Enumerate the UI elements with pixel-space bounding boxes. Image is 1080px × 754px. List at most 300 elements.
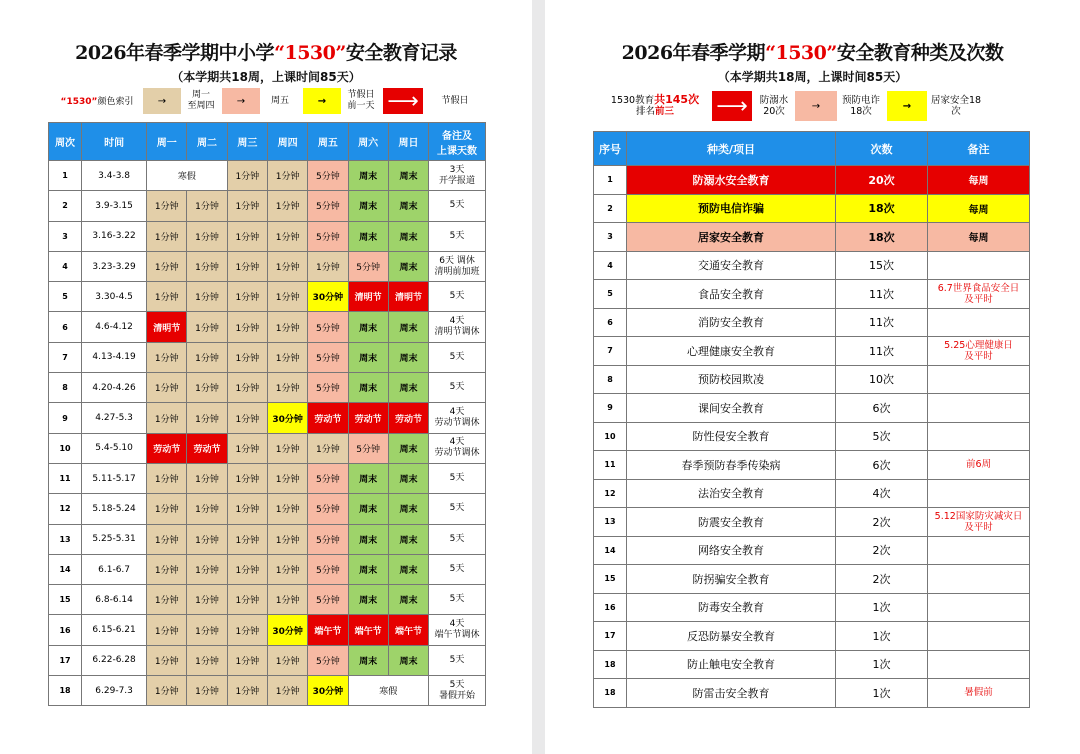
category-row (594, 337, 1030, 366)
schedule-header-cell: 备注及 上课天数 (429, 123, 486, 161)
week-number: 9 (49, 403, 82, 433)
week-number: 8 (49, 373, 82, 403)
week-number: 13 (49, 524, 82, 554)
week-number: 4 (49, 251, 82, 281)
category-number: 9 (594, 394, 627, 423)
day-cell: 1分钟 (227, 554, 267, 584)
category-count: 15次 (836, 251, 928, 280)
legend-total: 1530教育共145次 排名前三 (610, 92, 700, 117)
category-count: 1次 (836, 650, 928, 679)
week-date: 5.18-5.24 (82, 494, 147, 524)
week-note: 5天 (429, 191, 486, 221)
schedule-row (49, 645, 486, 675)
category-remark (928, 308, 1030, 337)
day-cell: 清明节 (348, 282, 388, 312)
legend-fraud: 预防电诈 18次 (841, 95, 880, 117)
category-name: 防性侵安全教育 (627, 422, 836, 451)
day-cell: 1分钟 (147, 645, 187, 675)
day-cell: 周末 (348, 221, 388, 251)
category-remark (928, 251, 1030, 280)
category-name: 课间安全教育 (627, 394, 836, 423)
day-cell: 1分钟 (187, 282, 227, 312)
day-cell: 1分钟 (267, 433, 307, 463)
legend-holiday: 节假日 (441, 95, 469, 106)
category-number: 4 (594, 251, 627, 280)
week-note: 4天 清明节调休 (429, 312, 486, 342)
week-date: 6.1-6.7 (82, 554, 147, 584)
day-cell: 1分钟 (187, 645, 227, 675)
day-cell: 1分钟 (147, 554, 187, 584)
category-remark (928, 365, 1030, 394)
category-row (594, 308, 1030, 337)
day-cell: 5分钟 (308, 494, 348, 524)
week-note: 6天 调休 清明前加班 (429, 251, 486, 281)
category-count: 2次 (836, 565, 928, 594)
week-note: 5天 (429, 585, 486, 615)
schedule-row (49, 403, 486, 433)
category-name: 预防电信诈骗 (627, 194, 836, 223)
day-cell: 劳动节 (388, 403, 428, 433)
day-cell: 周末 (388, 524, 428, 554)
left-page (0, 0, 532, 754)
day-cell: 5分钟 (308, 463, 348, 493)
day-cell: 5分钟 (308, 524, 348, 554)
day-cell: 1分钟 (227, 373, 267, 403)
category-number: 8 (594, 365, 627, 394)
day-cell: 5分钟 (308, 191, 348, 221)
day-cell: 1分钟 (147, 403, 187, 433)
day-cell: 30分钟 (267, 403, 307, 433)
day-cell: 1分钟 (267, 645, 307, 675)
day-cell: 1分钟 (187, 463, 227, 493)
legend-fri: 周五 (270, 95, 289, 106)
day-cell: 1分钟 (308, 433, 348, 463)
schedule-row (49, 615, 486, 645)
day-cell: 1分钟 (187, 676, 227, 706)
category-remark: 暑假前 (928, 679, 1030, 708)
category-remark: 5.12国家防灾减灾日 及平时 (928, 508, 1030, 537)
day-cell: 周末 (388, 251, 428, 281)
day-cell: 1分钟 (267, 373, 307, 403)
category-row (594, 422, 1030, 451)
day-cell: 周末 (388, 554, 428, 584)
week-note: 4天 劳动节调休 (429, 403, 486, 433)
category-remark (928, 650, 1030, 679)
day-cell: 1分钟 (147, 373, 187, 403)
day-cell: 周末 (348, 585, 388, 615)
category-number: 18 (594, 650, 627, 679)
day-cell: 周末 (388, 585, 428, 615)
category-name: 反恐防暴安全教育 (627, 622, 836, 651)
schedule-header-cell: 周一 (147, 123, 187, 161)
legend-red-arrow: ⟶ (712, 91, 752, 121)
day-cell: 5分钟 (308, 342, 348, 372)
week-note: 5天 (429, 282, 486, 312)
day-cell: 周末 (388, 191, 428, 221)
day-cell: 端午节 (388, 615, 428, 645)
category-remark: 前6周 (928, 451, 1030, 480)
category-remark: 每周 (928, 166, 1030, 195)
day-cell: 1分钟 (147, 251, 187, 281)
day-cell: 1分钟 (187, 494, 227, 524)
category-remark: 6.7世界食品安全日 及平时 (928, 280, 1030, 309)
week-number: 6 (49, 312, 82, 342)
schedule-row (49, 342, 486, 372)
week-note: 5天 (429, 342, 486, 372)
day-cell: 周末 (348, 645, 388, 675)
day-cell: 1分钟 (308, 251, 348, 281)
category-count: 1次 (836, 622, 928, 651)
week-number: 10 (49, 433, 82, 463)
category-number: 13 (594, 508, 627, 537)
week-number: 15 (49, 585, 82, 615)
category-name: 春季预防春季传染病 (627, 451, 836, 480)
category-remark: 每周 (928, 223, 1030, 252)
day-cell: 1分钟 (187, 221, 227, 251)
week-date: 5.25-5.31 (82, 524, 147, 554)
week-note: 3天 开学报道 (429, 161, 486, 191)
week-date: 4.6-4.12 (82, 312, 147, 342)
category-row (594, 223, 1030, 252)
day-cell: 劳动节 (348, 403, 388, 433)
schedule-row (49, 221, 486, 251)
right-subtitle: （本学期共18周，上课时间85天） (717, 70, 908, 84)
week-note: 5天 (429, 373, 486, 403)
schedule-row (49, 282, 486, 312)
day-cell: 5分钟 (308, 221, 348, 251)
day-cell: 1分钟 (267, 251, 307, 281)
day-cell: 1分钟 (267, 676, 307, 706)
legend-label: “1530” 颜色索引 (60, 96, 134, 107)
day-cell: 1分钟 (187, 312, 227, 342)
category-count: 10次 (836, 365, 928, 394)
category-row (594, 166, 1030, 195)
category-header-cell: 备注 (928, 132, 1030, 166)
category-name: 防拐骗安全教育 (627, 565, 836, 594)
day-cell: 1分钟 (187, 524, 227, 554)
day-cell: 1分钟 (147, 342, 187, 372)
category-row (594, 679, 1030, 708)
category-remark (928, 536, 1030, 565)
schedule-row (49, 554, 486, 584)
category-count: 18次 (836, 223, 928, 252)
category-count: 11次 (836, 337, 928, 366)
day-cell: 1分钟 (267, 342, 307, 372)
schedule-row (49, 463, 486, 493)
legend-swatch-pink: → (222, 88, 260, 114)
category-remark: 每周 (928, 194, 1030, 223)
day-cell: 周末 (348, 463, 388, 493)
schedule-header-cell: 周四 (267, 123, 307, 161)
schedule-header-row (49, 123, 486, 161)
day-cell: 1分钟 (227, 494, 267, 524)
category-header-row (594, 132, 1030, 166)
day-cell: 30分钟 (308, 676, 348, 706)
category-number: 6 (594, 308, 627, 337)
category-header-cell: 种类/项目 (627, 132, 836, 166)
day-cell: 周末 (388, 463, 428, 493)
day-cell: 1分钟 (267, 494, 307, 524)
week-note: 4天 劳动节调休 (429, 433, 486, 463)
day-cell: 1分钟 (187, 191, 227, 221)
day-cell: 5分钟 (308, 585, 348, 615)
day-cell: 1分钟 (267, 191, 307, 221)
schedule-row (49, 312, 486, 342)
week-date: 5.4-5.10 (82, 433, 147, 463)
right-title: 2026年春季学期“1530”安全教育种类及次数 (621, 42, 1004, 64)
schedule-row (49, 585, 486, 615)
week-note: 4天 端午节调休 (429, 615, 486, 645)
category-name: 防雷击安全教育 (627, 679, 836, 708)
category-table (593, 131, 1030, 708)
category-name: 防止触电安全教育 (627, 650, 836, 679)
week-date: 6.8-6.14 (82, 585, 147, 615)
day-cell: 1分钟 (147, 221, 187, 251)
day-cell: 1分钟 (187, 585, 227, 615)
week-note: 5天 (429, 524, 486, 554)
day-cell: 5分钟 (308, 161, 348, 191)
category-row (594, 251, 1030, 280)
category-row (594, 593, 1030, 622)
category-name: 防震安全教育 (627, 508, 836, 537)
category-row (594, 365, 1030, 394)
day-cell: 5分钟 (348, 433, 388, 463)
category-number: 16 (594, 593, 627, 622)
week-note: 5天 (429, 554, 486, 584)
day-cell: 1分钟 (227, 191, 267, 221)
category-count: 11次 (836, 280, 928, 309)
day-cell: 1分钟 (267, 463, 307, 493)
week-number: 12 (49, 494, 82, 524)
category-row (594, 451, 1030, 480)
left-title: 2026年春季学期中小学“1530”安全教育记录 (75, 42, 457, 64)
schedule-row (49, 191, 486, 221)
day-cell: 1分钟 (147, 676, 187, 706)
day-cell: 周末 (348, 554, 388, 584)
category-count: 1次 (836, 679, 928, 708)
category-remark (928, 422, 1030, 451)
day-cell: 1分钟 (227, 403, 267, 433)
category-header-cell: 次数 (836, 132, 928, 166)
day-cell: 1分钟 (187, 615, 227, 645)
category-count: 20次 (836, 166, 928, 195)
category-header-cell: 序号 (594, 132, 627, 166)
day-cell: 5分钟 (308, 373, 348, 403)
category-name: 居家安全教育 (627, 223, 836, 252)
week-date: 3.4-3.8 (82, 161, 147, 191)
category-remark (928, 593, 1030, 622)
category-count: 4次 (836, 479, 928, 508)
day-cell: 周末 (348, 312, 388, 342)
day-cell: 1分钟 (227, 645, 267, 675)
day-cell: 1分钟 (227, 676, 267, 706)
legend-home: 居家安全18 次 (930, 95, 982, 117)
category-name: 预防校园欺凌 (627, 365, 836, 394)
category-name: 防溺水安全教育 (627, 166, 836, 195)
category-row (594, 479, 1030, 508)
day-cell: 1分钟 (187, 251, 227, 281)
day-cell: 5分钟 (348, 251, 388, 281)
category-number: 14 (594, 536, 627, 565)
week-date: 6.15-6.21 (82, 615, 147, 645)
category-row (594, 650, 1030, 679)
category-count: 6次 (836, 451, 928, 480)
week-date: 6.22-6.28 (82, 645, 147, 675)
category-number: 1 (594, 166, 627, 195)
day-cell: 周末 (388, 433, 428, 463)
category-name: 法治安全教育 (627, 479, 836, 508)
category-count: 11次 (836, 308, 928, 337)
week-date: 5.11-5.17 (82, 463, 147, 493)
legend-swatch-tan: → (143, 88, 181, 114)
day-cell: 1分钟 (267, 161, 307, 191)
week-number: 5 (49, 282, 82, 312)
day-cell: 周末 (388, 221, 428, 251)
week-note: 5天 (429, 463, 486, 493)
category-count: 2次 (836, 536, 928, 565)
legend-holiday-eve: 节假日 前一天 (347, 90, 375, 111)
schedule-header-cell: 周次 (49, 123, 82, 161)
day-cell: 1分钟 (227, 463, 267, 493)
day-cell: 1分钟 (187, 554, 227, 584)
week-note: 5天 (429, 645, 486, 675)
vacation-cell: 寒假 (348, 676, 429, 706)
week-note: 5天 暑假开始 (429, 676, 486, 706)
category-number: 10 (594, 422, 627, 451)
day-cell: 周末 (388, 161, 428, 191)
category-number: 11 (594, 451, 627, 480)
day-cell: 1分钟 (267, 221, 307, 251)
day-cell: 1分钟 (147, 463, 187, 493)
category-count: 2次 (836, 508, 928, 537)
day-cell: 1分钟 (147, 282, 187, 312)
category-count: 6次 (836, 394, 928, 423)
schedule-row (49, 373, 486, 403)
day-cell: 周末 (388, 645, 428, 675)
day-cell: 清明节 (147, 312, 187, 342)
legend-yellow-swatch: → (887, 91, 927, 121)
day-cell: 周末 (348, 191, 388, 221)
day-cell: 1分钟 (227, 221, 267, 251)
day-cell: 1分钟 (227, 312, 267, 342)
category-remark (928, 622, 1030, 651)
day-cell: 1分钟 (227, 433, 267, 463)
schedule-header-cell: 时间 (82, 123, 147, 161)
day-cell: 1分钟 (187, 403, 227, 433)
week-number: 17 (49, 645, 82, 675)
day-cell: 周末 (388, 373, 428, 403)
day-cell: 1分钟 (147, 615, 187, 645)
category-row (594, 622, 1030, 651)
week-date: 4.27-5.3 (82, 403, 147, 433)
week-number: 16 (49, 615, 82, 645)
day-cell: 1分钟 (147, 494, 187, 524)
week-number: 18 (49, 676, 82, 706)
legend-drowning: 防溺水 20次 (759, 95, 789, 117)
schedule-row (49, 676, 486, 706)
day-cell: 周末 (388, 494, 428, 524)
category-count: 18次 (836, 194, 928, 223)
day-cell: 1分钟 (267, 312, 307, 342)
schedule-header-cell: 周日 (388, 123, 428, 161)
day-cell: 1分钟 (227, 251, 267, 281)
legend-swatch-red: ⟶ (383, 88, 423, 114)
category-row (594, 565, 1030, 594)
schedule-header-cell: 周三 (227, 123, 267, 161)
day-cell: 5分钟 (308, 554, 348, 584)
day-cell: 劳动节 (308, 403, 348, 433)
category-number: 15 (594, 565, 627, 594)
category-count: 1次 (836, 593, 928, 622)
day-cell: 1分钟 (147, 585, 187, 615)
vacation-cell: 寒假 (147, 161, 228, 191)
week-number: 11 (49, 463, 82, 493)
day-cell: 周末 (348, 494, 388, 524)
schedule-row (49, 433, 486, 463)
category-remark (928, 394, 1030, 423)
category-name: 交通安全教育 (627, 251, 836, 280)
day-cell: 清明节 (388, 282, 428, 312)
schedule-row (49, 161, 486, 191)
category-row (594, 194, 1030, 223)
day-cell: 端午节 (348, 615, 388, 645)
category-row (594, 508, 1030, 537)
day-cell: 1分钟 (267, 585, 307, 615)
schedule-header-cell: 周二 (187, 123, 227, 161)
week-number: 2 (49, 191, 82, 221)
day-cell: 周末 (348, 373, 388, 403)
day-cell: 1分钟 (267, 524, 307, 554)
week-date: 3.23-3.29 (82, 251, 147, 281)
day-cell: 周末 (388, 312, 428, 342)
schedule-row (49, 524, 486, 554)
category-number: 7 (594, 337, 627, 366)
schedule-table (48, 122, 486, 706)
category-name: 网络安全教育 (627, 536, 836, 565)
category-count: 5次 (836, 422, 928, 451)
day-cell: 5分钟 (308, 645, 348, 675)
week-number: 14 (49, 554, 82, 584)
week-note: 5天 (429, 221, 486, 251)
day-cell: 劳动节 (147, 433, 187, 463)
day-cell: 1分钟 (227, 585, 267, 615)
week-date: 4.13-4.19 (82, 342, 147, 372)
category-number: 5 (594, 280, 627, 309)
day-cell: 1分钟 (227, 161, 267, 191)
day-cell: 端午节 (308, 615, 348, 645)
week-date: 4.20-4.26 (82, 373, 147, 403)
day-cell: 周末 (348, 342, 388, 372)
day-cell: 1分钟 (227, 615, 267, 645)
left-subtitle: （本学期共18周，上课时间85天） (171, 70, 361, 84)
category-name: 防毒安全教育 (627, 593, 836, 622)
day-cell: 周末 (348, 161, 388, 191)
day-cell: 1分钟 (227, 282, 267, 312)
week-note: 5天 (429, 494, 486, 524)
day-cell: 1分钟 (227, 524, 267, 554)
day-cell: 劳动节 (187, 433, 227, 463)
day-cell: 周末 (348, 524, 388, 554)
category-row (594, 280, 1030, 309)
category-row (594, 394, 1030, 423)
day-cell: 5分钟 (308, 312, 348, 342)
category-number: 18 (594, 679, 627, 708)
legend-pink-swatch: → (795, 91, 837, 121)
category-number: 12 (594, 479, 627, 508)
day-cell: 1分钟 (187, 373, 227, 403)
category-remark (928, 565, 1030, 594)
schedule-header-cell: 周五 (308, 123, 348, 161)
